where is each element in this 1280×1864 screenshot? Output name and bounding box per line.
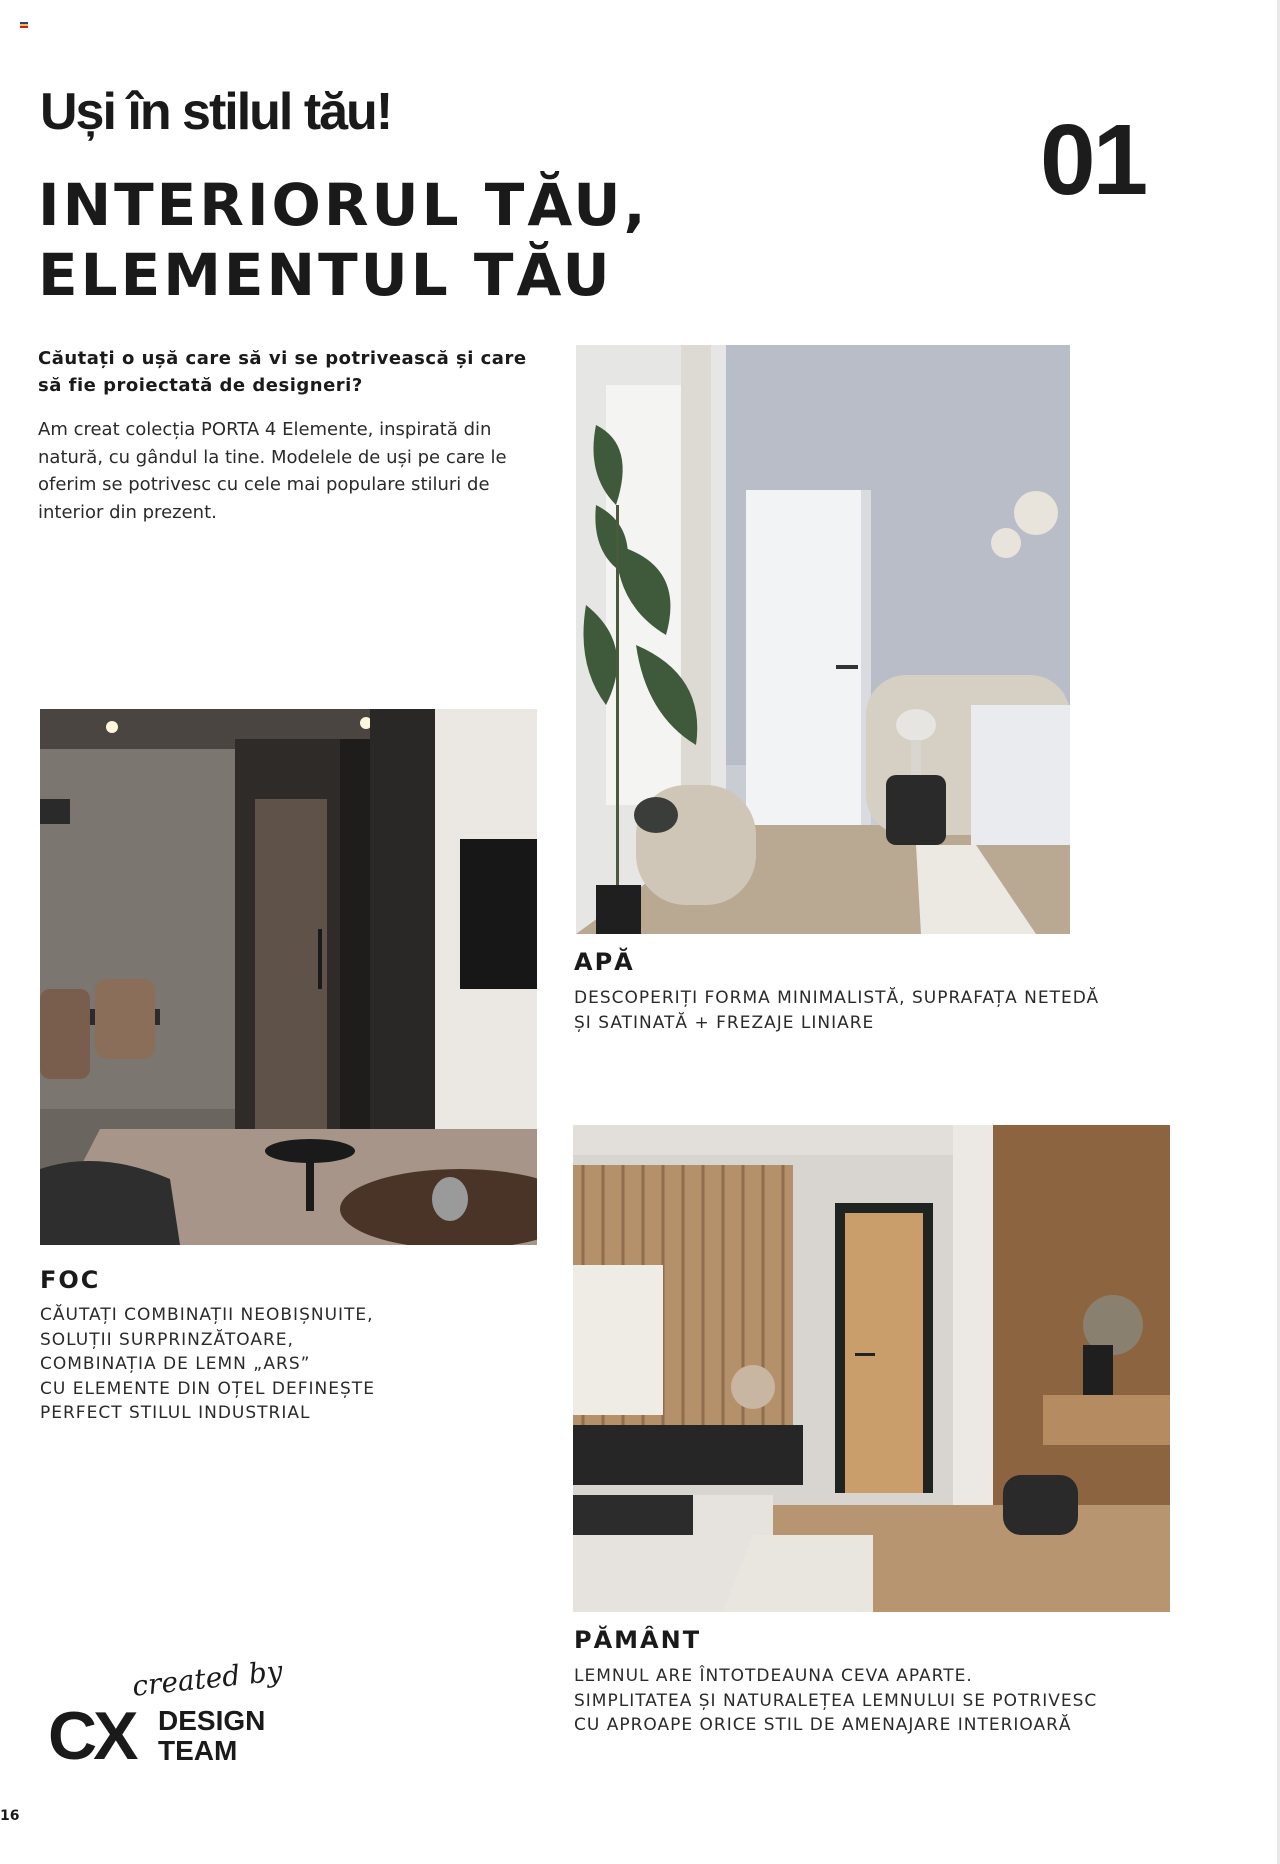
foc-text (40, 1303, 375, 1426)
foc-text-line-3: COMBINAȚIA DE LEMN „ARS” (40, 1354, 311, 1374)
page-headline (38, 170, 649, 310)
pamant-text-line-3: CU APROAPE ORICE STIL DE AMENAJARE INTERIOARĂ (574, 1715, 1072, 1735)
photo-pamant-bedroom (573, 1125, 1170, 1612)
logo-word-design: DESIGN (158, 1705, 266, 1736)
romanian-flag-icon (20, 22, 28, 28)
cx-design-team-logo (48, 1654, 298, 1774)
script-title: Uși în stilul tău! (40, 83, 392, 141)
apa-title: APĂ (574, 948, 635, 976)
foc-title: FOC (40, 1266, 101, 1294)
headline-line-2: ELEMENTUL TĂU (38, 241, 613, 309)
photo-foc-living-room (40, 709, 537, 1245)
page-number: 16 (0, 1808, 20, 1824)
foc-text-line-4: CU ELEMENTE DIN OȚEL DEFINEȘTE (40, 1378, 375, 1399)
pamant-title: PĂMÂNT (574, 1626, 702, 1654)
apa-text (574, 986, 1099, 1035)
pamant-text (574, 1664, 1097, 1738)
logo-words (158, 1706, 265, 1766)
apa-text-line-1: DESCOPERIȚI FORMA MINIMALISTĂ, SUPRAFAȚA NETEDĂ (574, 988, 1100, 1008)
pamant-text-line-2: SIMPLITATEA ȘI NATURALEȚEA LEMNULUI SE POTRIVESC (574, 1690, 1098, 1711)
photo-apa-bedroom (576, 345, 1070, 934)
logo-cx-mark: CX (48, 1698, 135, 1774)
foc-text-line-2: SOLUȚII SURPRINZĂTOARE, (40, 1329, 294, 1350)
logo-script-text: created by (130, 1654, 285, 1703)
headline-line-1: INTERIORUL TĂU, (38, 171, 649, 239)
apa-text-line-2: ȘI SATINATĂ + FREZAJE LINIARE (574, 1012, 875, 1033)
section-number: 01 (1040, 104, 1146, 216)
intro-question: Căutați o ușă care să vi se potrivească și care să fie proiectată de designeri? (38, 348, 527, 396)
foc-text-line-1: CĂUTAȚI COMBINAȚII NEOBIȘNUITE, (40, 1305, 374, 1325)
pamant-text-line-1: LEMNUL ARE ÎNTOTDEAUNA CEVA APARTE. (574, 1666, 973, 1686)
intro-paragraph: Am creat colecția PORTA 4 Elemente, inspirată din natură, cu gândul la tine. Modelele de uși pe care le oferim se potrivesc cu cele mai populare stiluri de interior din prezent. (38, 419, 507, 523)
logo-word-team: TEAM (158, 1735, 238, 1766)
foc-text-line-5: PERFECT STILUL INDUSTRIAL (40, 1403, 311, 1423)
